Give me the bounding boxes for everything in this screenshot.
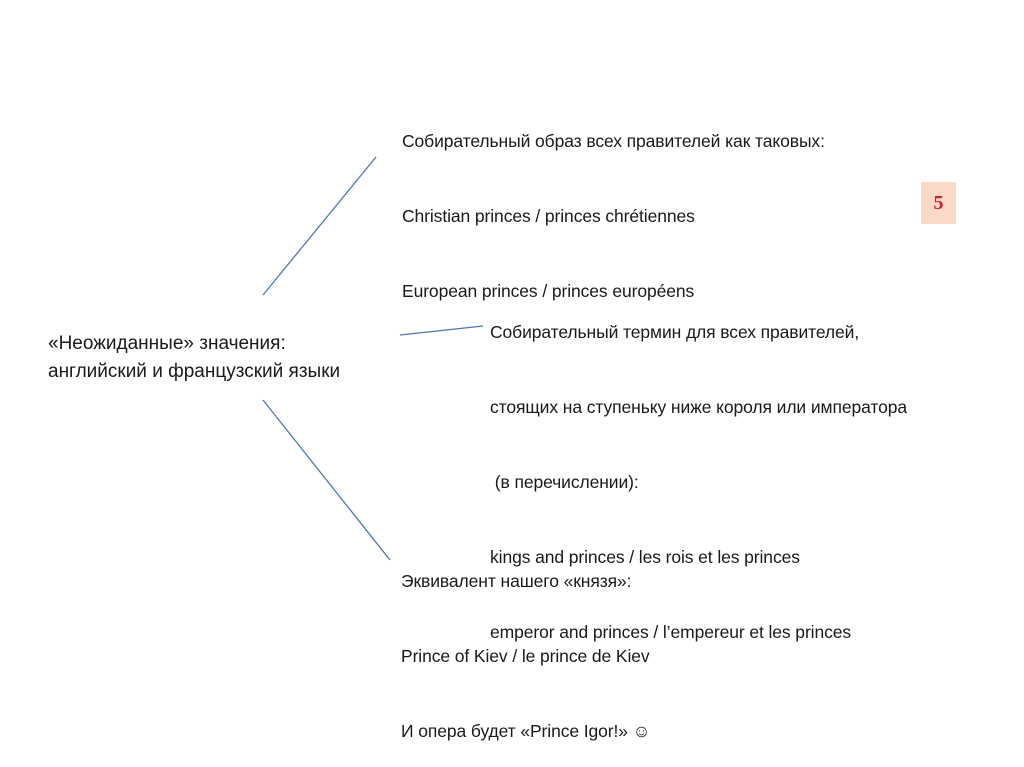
connector-to-bottom-branch bbox=[263, 400, 390, 560]
page-number-badge: 5 bbox=[921, 182, 956, 224]
connector-to-top-branch bbox=[263, 157, 376, 295]
branch-bottom-example-2: И опера будет «Prince Igor!» ☺ bbox=[401, 721, 651, 741]
central-topic bbox=[48, 330, 340, 386]
central-topic-line-1: «Неожиданные» значения: bbox=[48, 333, 286, 354]
branch-bottom-example-1: Prince of Kiev / le prince de Kiev bbox=[401, 646, 650, 666]
branch-top-example-2: European princes / princes européens bbox=[402, 281, 695, 301]
branch-top-heading: Собирательный образ всех правителей как таковых: bbox=[402, 131, 825, 151]
branch-bottom-heading: Эквивалент нашего «князя»: bbox=[401, 571, 632, 591]
branch-middle-heading-1: Собирательный термин для всех правителей, bbox=[490, 322, 860, 342]
central-topic-line-2: английский и французский языки bbox=[48, 361, 341, 382]
branch-middle-example-1: kings and princes / les rois et les princes bbox=[490, 547, 800, 567]
branch-middle-example-2: emperor and princes / l’empereur et les princes bbox=[490, 622, 852, 642]
branch-top-example-1: Christian princes / princes chrétiennes bbox=[402, 206, 695, 226]
branch-bottom bbox=[401, 519, 650, 767]
branch-middle-heading-2: стоящих на ступеньку ниже короля или императора bbox=[490, 397, 907, 417]
branch-middle-heading-3: (в перечислении): bbox=[490, 472, 639, 492]
